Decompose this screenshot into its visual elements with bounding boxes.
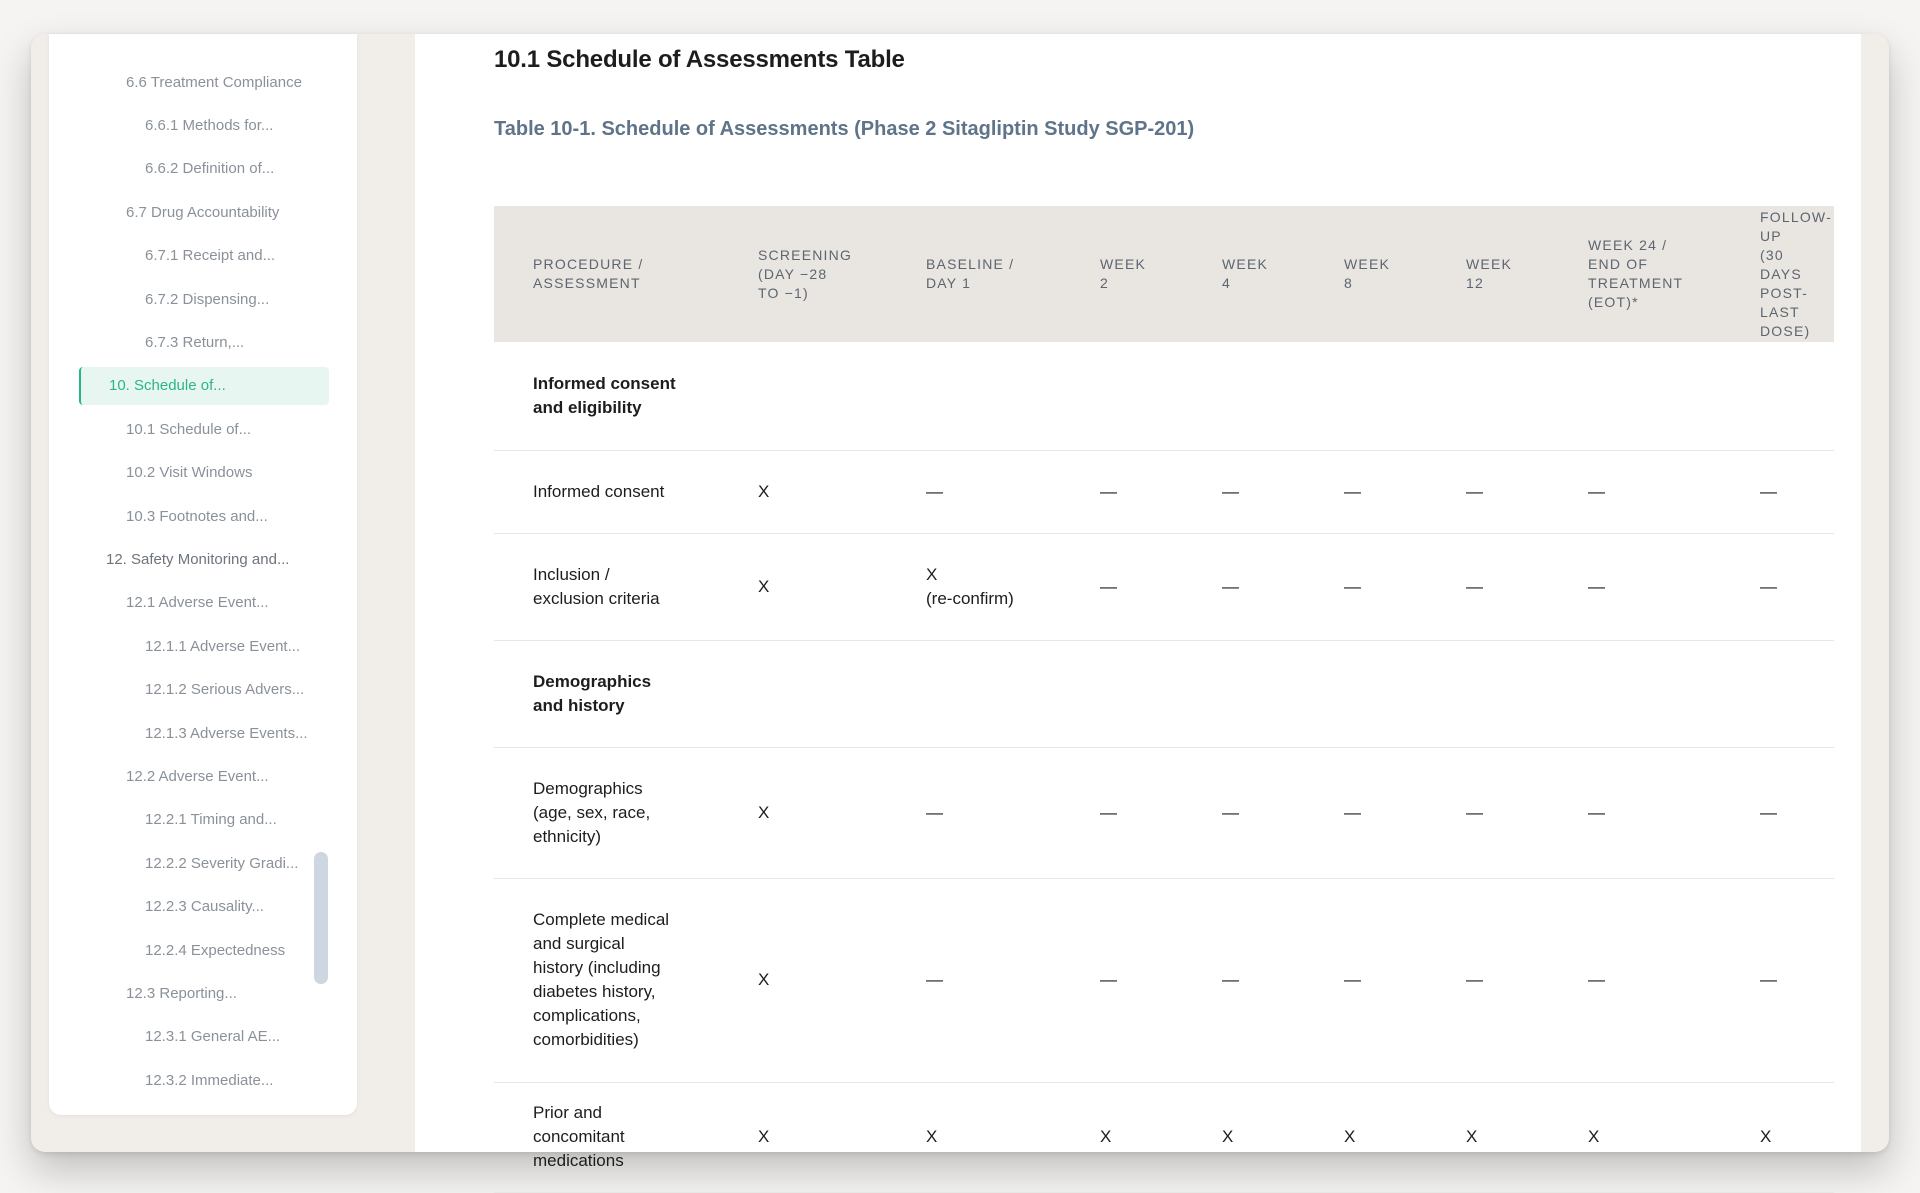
visit-cell	[1588, 450, 1760, 533]
sidebar-item[interactable]: 6.6.2 Definition of...	[145, 160, 275, 178]
table-caption: Table 10-1. Schedule of Assessments (Phase 2 Sitagliptin Study SGP-201)	[494, 118, 1195, 140]
sidebar-scrollbar-thumb[interactable]	[314, 852, 328, 984]
visit-cell	[1588, 342, 1760, 450]
sidebar-item[interactable]: 12.1.2 Serious Advers...	[145, 681, 305, 699]
cell-text: comorbidities)	[533, 1030, 639, 1049]
column-header	[1466, 206, 1588, 342]
visit-cell	[1344, 342, 1466, 450]
visit-cell	[1466, 342, 1588, 450]
cell-text: —	[926, 970, 943, 989]
column-header	[1344, 206, 1466, 342]
cell-text: and surgical	[533, 934, 625, 953]
cell-text: X	[1100, 1127, 1112, 1146]
cell-text: X	[1588, 1127, 1600, 1146]
column-header-line: (EOT)*	[1588, 294, 1639, 310]
cell-text: X	[758, 970, 770, 989]
section-heading: 10.1 Schedule of Assessments Table	[494, 46, 905, 73]
table-row	[494, 1082, 1834, 1192]
schedule-of-assessments-table	[494, 206, 1834, 1193]
cell-text: —	[1100, 802, 1117, 822]
column-header-line: DAY 1	[926, 275, 972, 291]
column-header-line: 4	[1222, 275, 1231, 291]
visit-cell	[1344, 747, 1466, 878]
column-header	[494, 206, 758, 342]
table-row	[494, 450, 1834, 533]
cell-text: Demographics	[533, 778, 643, 798]
visit-cell	[758, 342, 926, 450]
column-header-line: ASSESSMENT	[533, 275, 641, 291]
visit-cell	[758, 533, 926, 640]
cell-text: X	[926, 1127, 938, 1146]
cell-text: X	[758, 576, 770, 596]
visit-cell	[758, 1082, 926, 1192]
cell-text: —	[1100, 970, 1117, 989]
sidebar-item[interactable]: 12.3.1 General AE...	[145, 1028, 281, 1046]
sidebar-item[interactable]: 10. Schedule of...	[79, 367, 329, 405]
cell-text: diabetes history,	[533, 982, 656, 1001]
cell-text: concomitant	[533, 1127, 625, 1146]
sidebar-item[interactable]: 6.7 Drug Accountability	[126, 203, 280, 221]
column-header-line: FOLLOW-UP	[1760, 208, 1832, 244]
visit-cell	[1222, 533, 1344, 640]
cell-text: —	[1100, 481, 1117, 501]
table-header-row	[494, 206, 1834, 342]
table-of-contents-sidebar	[49, 34, 357, 1115]
visit-cell	[1100, 640, 1222, 747]
sidebar-item[interactable]: 6.6.1 Methods for...	[145, 116, 274, 134]
cell-text: —	[1344, 970, 1361, 989]
visit-cell	[1588, 747, 1760, 878]
visit-cell	[1466, 640, 1588, 747]
sidebar-item[interactable]: 10.2 Visit Windows	[126, 464, 253, 482]
visit-cell	[1222, 450, 1344, 533]
procedure-cell	[494, 747, 758, 878]
cell-text: —	[1222, 481, 1239, 501]
cell-text: Inclusion /	[533, 564, 610, 584]
cell-text: —	[1588, 970, 1605, 989]
visit-cell	[1466, 533, 1588, 640]
visit-cell	[1466, 878, 1588, 1082]
column-header-line: TO −1)	[758, 284, 809, 301]
cell-text: Demographics	[533, 671, 652, 691]
cell-text: —	[1344, 481, 1361, 501]
visit-cell	[1588, 1082, 1760, 1192]
column-header-line: WEEK 24 /	[1588, 237, 1668, 253]
cell-text: exclusion criteria	[533, 588, 660, 608]
procedure-cell	[494, 533, 758, 640]
cell-text: ethnicity)	[533, 826, 602, 846]
sidebar-item[interactable]: 12.2.4 Expectedness	[145, 941, 286, 959]
cell-text: Informed consent	[533, 481, 665, 501]
visit-cell	[1100, 342, 1222, 450]
visit-cell	[1344, 1082, 1466, 1192]
cell-text: —	[1222, 802, 1239, 822]
visit-cell	[1466, 747, 1588, 878]
visit-cell	[926, 450, 1100, 533]
sidebar-item[interactable]: 12.2 Adverse Event...	[126, 767, 269, 785]
table-row	[494, 747, 1834, 878]
column-header-line: 12	[1466, 275, 1484, 291]
sidebar-item[interactable]: 12.2.3 Causality...	[145, 898, 264, 916]
sidebar-item[interactable]: 12.1.3 Adverse Events...	[145, 724, 308, 742]
column-header-line: BASELINE /	[926, 256, 1015, 272]
visit-cell	[1760, 747, 1834, 878]
procedure-cell	[494, 450, 758, 533]
cell-text: —	[1222, 970, 1239, 989]
visit-cell	[926, 1082, 1100, 1192]
cell-text: —	[1588, 481, 1605, 501]
column-header-line: TREATMENT	[1588, 275, 1684, 291]
cell-text: —	[1466, 802, 1483, 822]
sidebar-item[interactable]: 6.7.1 Receipt and...	[145, 247, 276, 265]
column-header	[1222, 206, 1344, 342]
cell-text: —	[926, 481, 943, 501]
sidebar-item[interactable]: 12.3.2 Immediate...	[145, 1071, 274, 1089]
visit-cell	[1588, 533, 1760, 640]
column-header-line: (DAY −28	[758, 265, 828, 282]
column-header-line: PROCEDURE /	[533, 256, 644, 272]
visit-cell	[926, 747, 1100, 878]
visit-cell	[758, 450, 926, 533]
column-header	[926, 206, 1100, 342]
visit-cell	[1100, 450, 1222, 533]
cell-text: —	[926, 802, 943, 822]
cell-text: —	[1760, 802, 1777, 822]
column-header-line: WEEK	[1344, 256, 1391, 272]
app-window	[31, 34, 1889, 1170]
column-header-line: 2	[1100, 275, 1109, 291]
procedure-cell	[494, 1082, 758, 1192]
cell-text: —	[1466, 481, 1483, 501]
visit-cell	[1760, 878, 1834, 1082]
visit-cell	[1588, 640, 1760, 747]
cell-text: Informed consent	[533, 373, 676, 393]
visit-cell	[1100, 533, 1222, 640]
visit-cell	[758, 878, 926, 1082]
column-header-line: 8	[1344, 275, 1353, 291]
cell-text: —	[1344, 576, 1361, 596]
cell-text: —	[1760, 970, 1777, 989]
cell-text: Complete medical	[533, 910, 670, 929]
cell-text: complications,	[533, 1006, 641, 1025]
column-header	[1588, 206, 1760, 342]
sidebar-item[interactable]: 12.2.1 Timing and...	[145, 811, 277, 829]
cell-text: (age, sex, race,	[533, 802, 651, 822]
visit-cell	[1344, 878, 1466, 1082]
visit-cell	[1760, 640, 1834, 747]
table-group-row	[494, 640, 1834, 747]
column-header-line: (30 DAYS	[1760, 246, 1802, 282]
cell-text: —	[1760, 481, 1777, 501]
column-header-line: END OF	[1588, 256, 1649, 272]
sidebar-item[interactable]: 12. Safety Monitoring and...	[106, 550, 290, 568]
visit-cell	[1222, 342, 1344, 450]
table-row	[494, 533, 1834, 640]
cell-text: —	[1588, 576, 1605, 596]
visit-cell	[1222, 747, 1344, 878]
procedure-cell	[494, 342, 758, 450]
visit-cell	[926, 878, 1100, 1082]
visit-cell	[1100, 747, 1222, 878]
column-header-line: SCREENING	[758, 246, 853, 263]
visit-cell	[1760, 533, 1834, 640]
cell-text: —	[1588, 802, 1605, 822]
visit-cell	[926, 533, 1100, 640]
column-header-line: POST-LAST	[1760, 284, 1809, 320]
visit-cell	[1100, 878, 1222, 1082]
column-header	[1760, 206, 1834, 342]
table-body	[494, 342, 1834, 1192]
cell-text: medications	[533, 1151, 624, 1170]
column-header-line: DOSE)	[1760, 322, 1811, 339]
column-header	[1100, 206, 1222, 342]
sidebar-item[interactable]: 12.1.1 Adverse Event...	[145, 637, 301, 655]
cell-text: Prior and	[533, 1103, 602, 1122]
cell-text: —	[1466, 576, 1483, 596]
column-header-line: WEEK	[1222, 256, 1269, 272]
cell-text: —	[1466, 970, 1483, 989]
column-header-line: WEEK	[1100, 256, 1147, 272]
cell-text: history (including	[533, 958, 661, 977]
visit-cell	[926, 342, 1100, 450]
cell-text: X	[1760, 1127, 1772, 1146]
sidebar-item[interactable]: 10.1 Schedule of...	[126, 420, 252, 438]
visit-cell	[1466, 450, 1588, 533]
procedure-cell	[494, 878, 758, 1082]
visit-cell	[758, 747, 926, 878]
cell-text: X	[758, 1127, 770, 1146]
visit-cell	[1222, 1082, 1344, 1192]
cell-text: —	[1222, 576, 1239, 596]
procedure-cell	[494, 640, 758, 747]
sidebar-item[interactable]: 6.7.2 Dispensing...	[145, 290, 270, 308]
cell-text: (re-confirm)	[926, 588, 1014, 608]
visit-cell	[1344, 533, 1466, 640]
cell-text: —	[1100, 576, 1117, 596]
cell-text: and history	[533, 695, 625, 715]
sidebar-item[interactable]: 6.6 Treatment Compliance	[126, 73, 302, 91]
column-header-line: WEEK	[1466, 256, 1513, 272]
cell-text: X	[926, 564, 938, 584]
cell-text: X	[758, 481, 770, 501]
visit-cell	[1760, 450, 1834, 533]
visit-cell	[1344, 640, 1466, 747]
sidebar-item[interactable]: 6.7.3 Return,...	[145, 333, 245, 351]
visit-cell	[1222, 640, 1344, 747]
schedule-table-container[interactable]	[494, 206, 1832, 1170]
visit-cell	[1588, 878, 1760, 1082]
cell-text: and eligibility	[533, 397, 642, 417]
visit-cell	[1760, 1082, 1834, 1192]
visit-cell	[1760, 342, 1834, 450]
cell-text: X	[1344, 1127, 1356, 1146]
visit-cell	[926, 640, 1100, 747]
visit-cell	[1466, 1082, 1588, 1192]
visit-cell	[758, 640, 926, 747]
sidebar-item[interactable]: 10.3 Footnotes and...	[126, 507, 268, 525]
cell-text: —	[1760, 576, 1777, 596]
visit-cell	[1100, 1082, 1222, 1192]
visit-cell	[1222, 878, 1344, 1082]
cell-text: —	[1344, 802, 1361, 822]
cell-text: X	[1466, 1127, 1478, 1146]
visit-cell	[1344, 450, 1466, 533]
cell-text: X	[758, 802, 770, 822]
sidebar-item[interactable]: 12.2.2 Severity Gradi...	[145, 854, 299, 872]
sidebar-item[interactable]: 12.3 Reporting...	[126, 984, 237, 1002]
document-main	[415, 34, 1861, 1170]
table-row	[494, 878, 1834, 1082]
sidebar-item[interactable]: 12.1 Adverse Event...	[126, 594, 269, 612]
cell-text: X	[1222, 1127, 1234, 1146]
table-group-row	[494, 342, 1834, 450]
column-header	[758, 206, 926, 342]
